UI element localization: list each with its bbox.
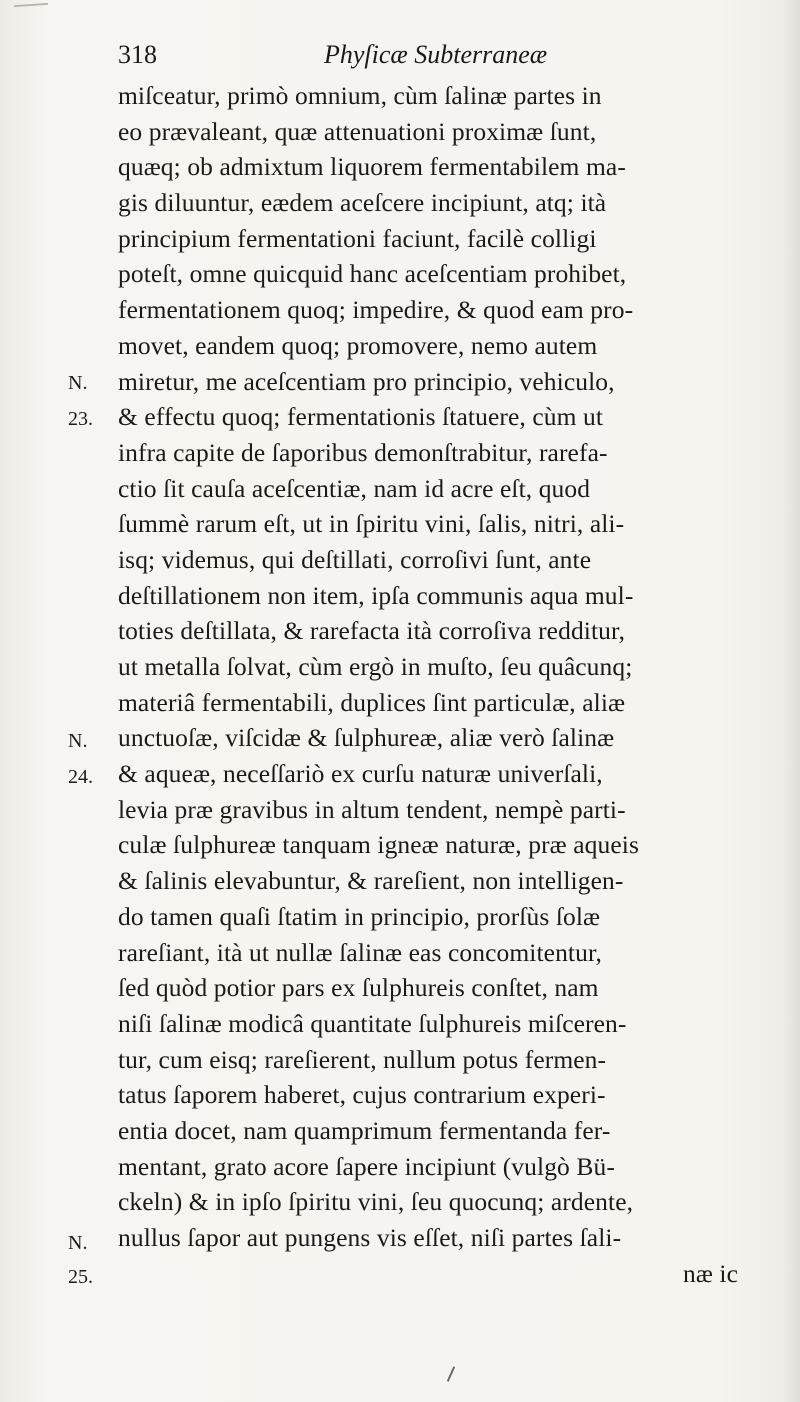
text-line: miſceatur, primò omnium, cùm ſalinæ partes in bbox=[118, 81, 602, 110]
text-line: entia docet, nam quamprimum fermentanda fer- bbox=[118, 1115, 611, 1145]
text-line: movet, eandem quoq; promovere, nemo autem bbox=[118, 330, 598, 360]
text-line: culæ ſulphureæ tanquam igneæ naturæ, præ aqueis bbox=[118, 830, 639, 860]
text-line: infra capite de ſaporibus demonſtrabitur, rarefa- bbox=[118, 437, 608, 467]
text-line: isq; videmus, qui deſtillati, corroſivi ſunt, ante bbox=[118, 544, 592, 574]
text-line: tur, cum eisq; rareſierent, nullum potus fermen- bbox=[118, 1044, 607, 1074]
stray-pen-mark bbox=[447, 1366, 455, 1381]
text-line: deſtillationem non item, ipſa communis aqua mul- bbox=[118, 580, 634, 610]
text-line: næ ic bbox=[683, 1258, 739, 1288]
text-line: ut metalla ſolvat, cùm ergò in muſto, ſeu quâcunq; bbox=[118, 652, 633, 681]
body-text bbox=[118, 78, 798, 1291]
text-line: rareſiant, ità ut nullæ ſalinæ eas concomitentur, bbox=[118, 937, 602, 967]
text-line: unctuoſæ, viſcidæ & ſulphureæ, aliæ verò ſalinæ bbox=[118, 723, 615, 753]
margin-note: N. bbox=[68, 730, 88, 752]
text-line: miretur, me aceſcentiam pro principio, vehiculo, bbox=[118, 366, 615, 396]
text-line: niſi ſalinæ modicâ quantitate ſulphureis miſceren- bbox=[118, 1008, 627, 1038]
text-line: ctio ſit cauſa aceſcentiæ, nam id acre eſt, quod bbox=[118, 473, 591, 503]
text-line: mentant, grato acore ſapere incipiunt (vulgò Bü- bbox=[118, 1151, 615, 1181]
text-line: ſummè rarum eſt, ut in ſpiritu vini, ſalis, nitri, ali- bbox=[118, 509, 625, 539]
margin-note: N. bbox=[68, 1232, 88, 1254]
text-line: & effectu quoq; fermentationis ſtatuere, cùm ut bbox=[118, 402, 604, 432]
margin-note: 25. bbox=[68, 1266, 93, 1288]
text-line: ckeln) & in ipſo ſpiritu vini, ſeu quocunq; ardente, bbox=[118, 1187, 634, 1217]
text-line: ſed quòd potior pars ex ſulphureis conſtet, nam bbox=[118, 973, 599, 1003]
text-line: materiâ fermentabili, duplices ſint particulæ, aliæ bbox=[118, 687, 626, 717]
text-line: toties deſtillata, & rarefacta ità corroſiva redditur, bbox=[118, 616, 626, 646]
margin-notes bbox=[0, 0, 110, 1402]
text-line: principium fermentationi faciunt, facilè colligi bbox=[118, 223, 597, 253]
margin-note: N. bbox=[68, 372, 88, 394]
text-line: tatus ſaporem haberet, cujus contrarium experi- bbox=[118, 1080, 606, 1110]
text-line: do tamen quaſi ſtatim in principio, prorſùs ſolæ bbox=[118, 901, 601, 931]
text-line: & ſalinis elevabuntur, & rareſient, non intelligen- bbox=[118, 866, 624, 896]
running-head: Phyſicæ Subterraneæ bbox=[324, 40, 548, 69]
text-line: fermentationem quoq; impedire, & quod eam pro- bbox=[118, 295, 634, 325]
text-line: quæq; ob admixtum liquorem fermentabilem ma- bbox=[118, 152, 626, 182]
page-header bbox=[118, 40, 678, 80]
text-line: levia præ gravibus in altum tendent, nempè parti- bbox=[118, 794, 626, 824]
text-line: eo prævaleant, quæ attenuationi proximæ ſunt, bbox=[118, 116, 597, 146]
page-number: 318 bbox=[118, 40, 157, 69]
margin-note: 24. bbox=[68, 766, 93, 788]
text-line: nullus ſapor aut pungens vis eſſet, niſi partes ſali- bbox=[118, 1223, 622, 1252]
text-line: & aqueæ, neceſſariò ex curſu naturæ univerſali, bbox=[118, 759, 603, 789]
margin-note: 23. bbox=[68, 408, 93, 430]
text-line: poteſt, omne quicquid hanc aceſcentiam prohibet, bbox=[118, 259, 627, 289]
text-line: gis diluuntur, eædem aceſcere incipiunt, atq; ità bbox=[118, 188, 607, 218]
